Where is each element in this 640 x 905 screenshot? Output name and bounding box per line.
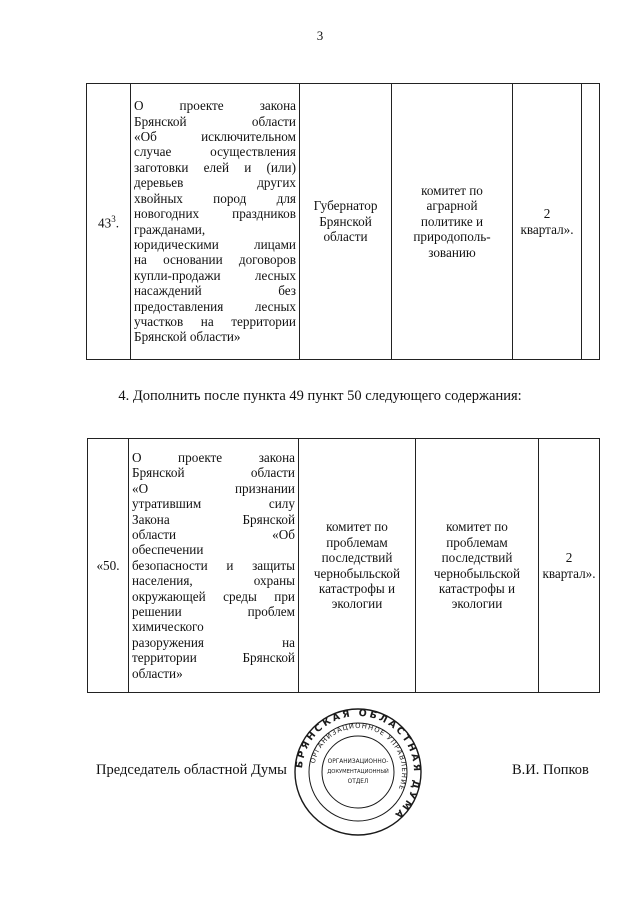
item-number-cell [87,84,131,360]
bill-title-line: утратившим силу [132,496,295,512]
bill-title-line: заготовки елей и (или) [134,159,296,175]
responsible-committee-cell [392,84,513,360]
initiator-line: экологии [331,596,383,612]
committee-line: катастрофы и [438,580,516,596]
official-seal [292,707,424,837]
committee-line: последствий [441,550,513,566]
bill-title-line: хвойных пород для [134,190,296,206]
bill-title-line: окружающей среды при [132,588,295,604]
plan-table-item-43-3 [86,83,600,360]
committee-line: аграрной [426,198,478,214]
responsible-committee-cell [416,439,539,693]
committee-line: комитет по [421,182,483,198]
seal-middle-text: ОРГАНИЗАЦИОННОЕ УПРАВЛЕНИЕ [308,721,409,792]
bill-title-line: области» [132,665,183,681]
term-number: 2 [565,550,573,566]
bill-title-line: «О признании [132,480,295,496]
bill-title-line: юридическими лицами [134,236,296,252]
item-number: «50. [96,557,120,573]
bill-title-line: области «Об [132,526,295,542]
bill-title-line: разоружения на [132,634,295,650]
initiator-cell [300,84,392,360]
bill-title-line: О проекте закона [134,98,296,114]
item-number: 43 [98,215,112,231]
initiator-line: Брянской [319,213,372,229]
empty-cell [582,84,600,360]
bill-title-line: купли-продажи лесных [134,267,296,283]
item-number-suffix: . [115,215,119,231]
initiator-line: последствий [321,550,393,566]
plan-table-item-50 [87,438,600,693]
bill-title-line: решении проблем [132,604,295,620]
initiator-line: катастрофы и [318,580,396,596]
initiator-line: проблемам [326,534,388,550]
bill-title-line: случае осуществления [134,144,296,160]
amendment-paragraph: 4. Дополнить после пункта 49 пункт 50 следующего содержания: [118,388,522,404]
bill-title-line: обеспечении [132,542,204,558]
bill-title-line: «Об исключительном [134,129,296,145]
bill-title-line: предоставления лесных [134,298,296,314]
committee-line: чернобыльской [433,565,521,581]
bill-title-line: О проекте закона [132,449,295,465]
signatory-name: В.И. Попков [512,762,589,778]
item-number-superscript: 3 [111,214,116,225]
committee-line: политике и [420,213,484,229]
bill-title-line: насаждений без [134,283,296,299]
initiator-line: чернобыльской [313,565,401,581]
term-label: квартал». [520,221,574,237]
bill-title-line: гражданами, [134,221,206,237]
item-number-cell [88,439,129,693]
committee-line: зованию [428,244,476,260]
bill-title-line: населения, охраны [132,573,295,589]
term-cell [513,84,582,360]
committee-line: проблемам [446,534,508,550]
initiator-line: области [323,229,368,245]
seal-graphic [292,707,424,837]
bill-title-line: безопасности и защиты [132,557,295,573]
term-cell [539,439,600,693]
committee-line: природополь- [413,229,491,245]
term-label: квартал». [542,565,596,581]
bill-title-cell [129,439,299,693]
seal-outer-text: БРЯНСКАЯ ОБЛАСТНАЯ ДУМА [293,707,423,822]
bill-title-line: на основании договоров [134,252,296,268]
initiator-line: Губернатор [313,198,378,214]
bill-title-line: деревьев других [134,175,296,191]
bill-title-line: Брянской области [132,465,295,481]
seal-center-line: ОТДЕЛ [347,779,369,785]
term-number: 2 [543,206,551,222]
seal-center-line: ДОКУМЕНТАЦИОННЫЙ [327,769,389,775]
bill-title-line: химического [132,619,204,635]
committee-line: комитет по [446,519,508,535]
bill-title-line: новогодних праздников [134,206,296,222]
initiator-line: комитет по [326,519,388,535]
bill-title-line: Брянской области» [134,329,241,345]
seal-center-line: ОРГАНИЗАЦИОННО- [327,759,389,765]
initiator-cell [299,439,416,693]
bill-title-cell [131,84,300,360]
bill-title-line: участков на территории [134,313,296,329]
bill-title-line: Брянской области [134,113,296,129]
page-number: 3 [316,28,324,43]
signature-title: Председатель областной Думы [96,762,287,778]
committee-line: экологии [451,596,503,612]
bill-title-line: территории Брянской [132,650,295,666]
bill-title-line: Закона Брянской [132,511,295,527]
